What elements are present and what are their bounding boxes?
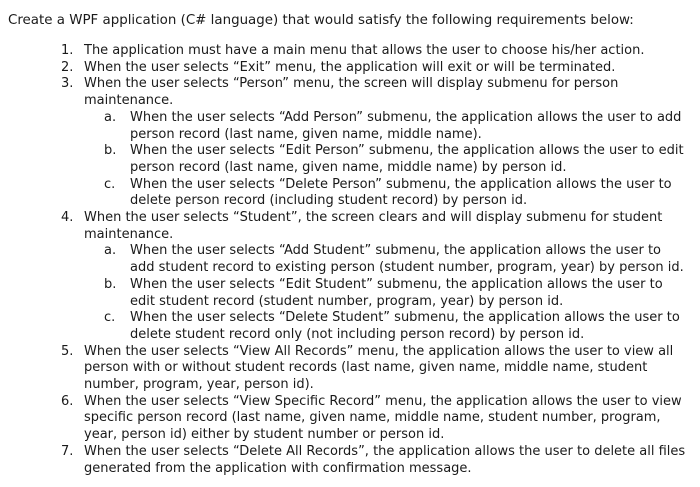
item-number: 6. (61, 393, 74, 409)
subitem-text: person record (last name, given name, middle name). (130, 126, 482, 142)
list-item (0, 43, 684, 60)
sublist-item (84, 276, 663, 310)
item-text: year, person id) either by student number or person id. (84, 427, 445, 443)
item-number: 3. (61, 76, 74, 92)
sublist-item (84, 109, 682, 143)
item-number: 5. (61, 343, 74, 359)
requirements-list (0, 43, 700, 477)
subitem-text: delete student record only (not including person record) by person id. (130, 326, 585, 342)
intro-text: Create a WPF application (C# language) that would satisfy the following requirements below: (8, 13, 634, 28)
item-text: When the user selects “Student”, the screen clears and will display submenu for student (84, 210, 663, 226)
subitem-letter: c. (104, 176, 116, 192)
sublist (84, 243, 684, 343)
item-text: maintenance. (84, 93, 174, 109)
subitem-text: When the user selects “Add Person” submenu, the application allows the user to add (130, 109, 682, 125)
list-item (0, 210, 684, 344)
subitem-letter: a. (104, 109, 117, 125)
item-text: When the user selects “View All Records” menu, the application allows the user to view all (84, 343, 674, 359)
item-number: 2. (61, 59, 74, 75)
subitem-text: When the user selects “Edit Student” submenu, the application allows the user to (130, 276, 663, 292)
subitem-text: When the user selects “Edit Person” submenu, the application allows the user to edit (130, 143, 684, 159)
subitem-text: delete person record (including student record) by person id. (130, 193, 528, 209)
item-text: When the user selects “View Specific Record” menu, the application allows the user to view (84, 393, 682, 409)
sublist (84, 110, 684, 210)
item-text: When the user selects “Delete All Records”, the application allows the user to delete all files (84, 443, 686, 459)
sublist-item (84, 176, 672, 210)
item-text: number, program, year, person id). (84, 377, 314, 393)
item-text: When the user selects “Person” menu, the screen will display submenu for person (84, 76, 619, 92)
list-item (0, 444, 684, 477)
subitem-text: When the user selects “Add Student” submenu, the application allows the user to (130, 243, 662, 259)
subitem-text: When the user selects “Delete Person” submenu, the application allows the user to (130, 176, 672, 192)
list-item (0, 60, 684, 77)
list-item (0, 344, 684, 394)
item-text: The application must have a main menu that allows the user to choose his/her action. (84, 43, 645, 58)
item-number: 1. (61, 43, 74, 58)
item-number: 4. (61, 210, 74, 226)
list-item (0, 76, 684, 210)
sublist-item (84, 143, 684, 176)
item-text: generated from the application with confirmation message. (84, 460, 472, 476)
item-text: When the user selects “Exit” menu, the application will exit or will be terminated. (84, 59, 616, 75)
subitem-letter: a. (104, 243, 117, 259)
subitem-letter: b. (104, 143, 117, 159)
item-text: maintenance. (84, 226, 174, 242)
list-item (0, 394, 684, 444)
subitem-letter: b. (104, 276, 117, 292)
item-number: 7. (61, 443, 74, 459)
sublist-item (84, 310, 680, 343)
subitem-text: person record (last name, given name, middle name) by person id. (130, 159, 567, 175)
subitem-letter: c. (104, 310, 116, 326)
item-text: person with or without student records (last name, given name, middle name, student (84, 360, 648, 376)
sublist-item (84, 243, 684, 276)
subitem-text: edit student record (student number, program, year) by person id. (130, 293, 564, 309)
item-text: specific person record (last name, given name, middle name, student number, program, (84, 410, 661, 426)
subitem-text: When the user selects “Delete Student” submenu, the application allows the user to (130, 310, 680, 326)
subitem-text: add student record to existing person (student number, program, year) by person id. (130, 260, 684, 276)
